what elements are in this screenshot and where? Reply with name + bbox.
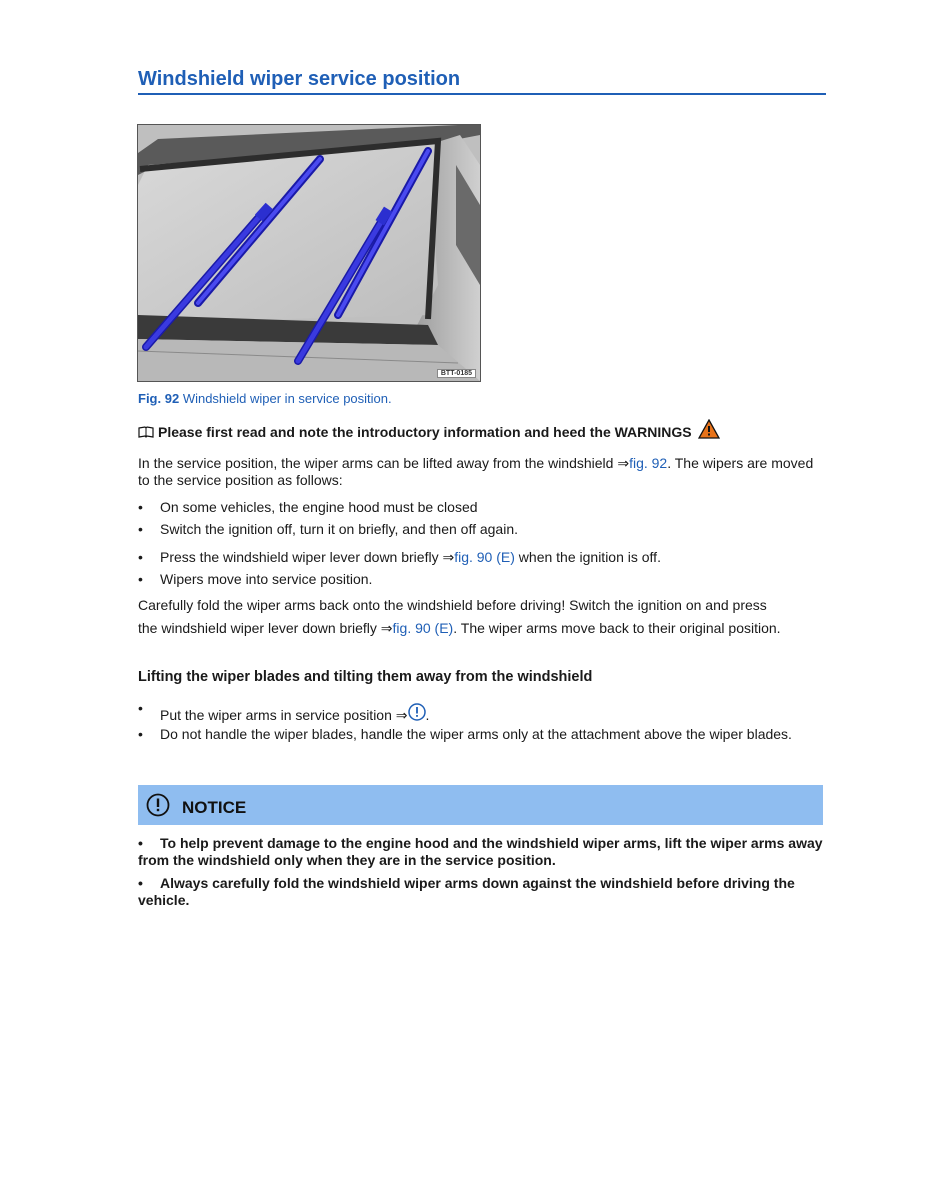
figure-caption	[138, 391, 392, 406]
bullet-icon: •	[138, 571, 143, 587]
figure-number[interactable]: Fig. 92	[138, 391, 180, 406]
warning-icon	[698, 419, 720, 439]
windshield-illustration	[138, 125, 480, 381]
bullet-icon: •	[138, 549, 143, 565]
para1-text: In the service position, the wiper arms can be lifted away from the windshield	[138, 455, 618, 471]
para1-text-end: . The wipers are moved to the service position as follows:	[138, 455, 814, 488]
fig-92-link[interactable]: fig. 92	[629, 455, 668, 471]
arrow-icon: ⇒	[617, 455, 630, 471]
paragraph-fold-back	[138, 597, 828, 637]
arrow-icon: ⇒	[395, 707, 408, 723]
list-item	[138, 521, 828, 538]
fig-90-link[interactable]: fig. 90 (E)	[454, 549, 515, 565]
paragraph-service-position	[138, 455, 828, 489]
para2-line2	[138, 620, 828, 637]
para2-text: the windshield wiper lever down briefly	[138, 620, 381, 636]
list-item	[138, 726, 828, 743]
bullet-icon: •	[138, 726, 143, 742]
arrow-icon: ⇒	[380, 620, 393, 636]
section-subheading: Lifting the wiper blades and tilting them away from the windshield	[138, 669, 593, 685]
list-item	[138, 700, 828, 724]
page-title: Windshield wiper service position	[138, 68, 826, 95]
book-icon	[138, 426, 154, 438]
figure-code: BTT-0185	[437, 369, 476, 378]
notice-item	[138, 835, 828, 869]
bullet-icon: •	[138, 499, 143, 515]
exclamation-circle-icon	[146, 793, 170, 817]
bullet-icon: •	[138, 700, 143, 716]
list-item-text: Do not handle the wiper blades, handle the wiper arms only at the attachment above the wiper blades.	[160, 726, 792, 742]
para2-line1: Carefully fold the wiper arms back onto the windshield before driving! Switch the ignition on and press	[138, 597, 767, 613]
fig-90-link[interactable]: fig. 90 (E)	[392, 620, 454, 636]
list-item-text: Wipers move into service position.	[160, 571, 373, 587]
list-item-text	[138, 700, 828, 724]
bullet-text: Put the wiper arms in service position	[160, 707, 396, 723]
notice-header	[138, 785, 823, 825]
notice-item	[138, 875, 828, 909]
intro-text: Please first read and note the introductory information and heed the WARNINGS	[158, 424, 692, 440]
para2-text-end: . The wiper arms move back to their original position.	[453, 620, 781, 636]
list-item-text: Switch the ignition off, turn it on briefly, and then off again.	[160, 521, 519, 537]
bullet3-text: Press the windshield wiper lever down briefly	[160, 549, 443, 565]
list-item	[138, 499, 828, 516]
bullet-icon: •	[138, 521, 143, 537]
figure-caption-text: Windshield wiper in service position.	[182, 391, 392, 406]
list-item-text	[138, 549, 828, 566]
bullet-text-end: .	[425, 707, 430, 723]
list-item-text: On some vehicles, the engine hood must be closed	[160, 499, 478, 515]
notice-title: NOTICE	[182, 798, 247, 817]
notice-item-text: To help prevent damage to the engine hood and the windshield wiper arms, lift the wiper arms away from the windshield only when they are in the service position.	[138, 835, 823, 868]
intro-note	[138, 424, 720, 440]
bullet-icon: •	[138, 835, 143, 851]
bullet3-text-end: when the ignition is off.	[514, 549, 661, 565]
arrow-icon: ⇒	[442, 549, 455, 565]
list-item	[138, 549, 828, 566]
notice-item-text: Always carefully fold the windshield wiper arms down against the windshield before driving the vehicle.	[138, 875, 795, 908]
bullet-icon: •	[138, 875, 143, 891]
wiper-figure	[137, 124, 481, 382]
list-item	[138, 571, 828, 588]
notice-link-icon[interactable]	[408, 703, 426, 721]
